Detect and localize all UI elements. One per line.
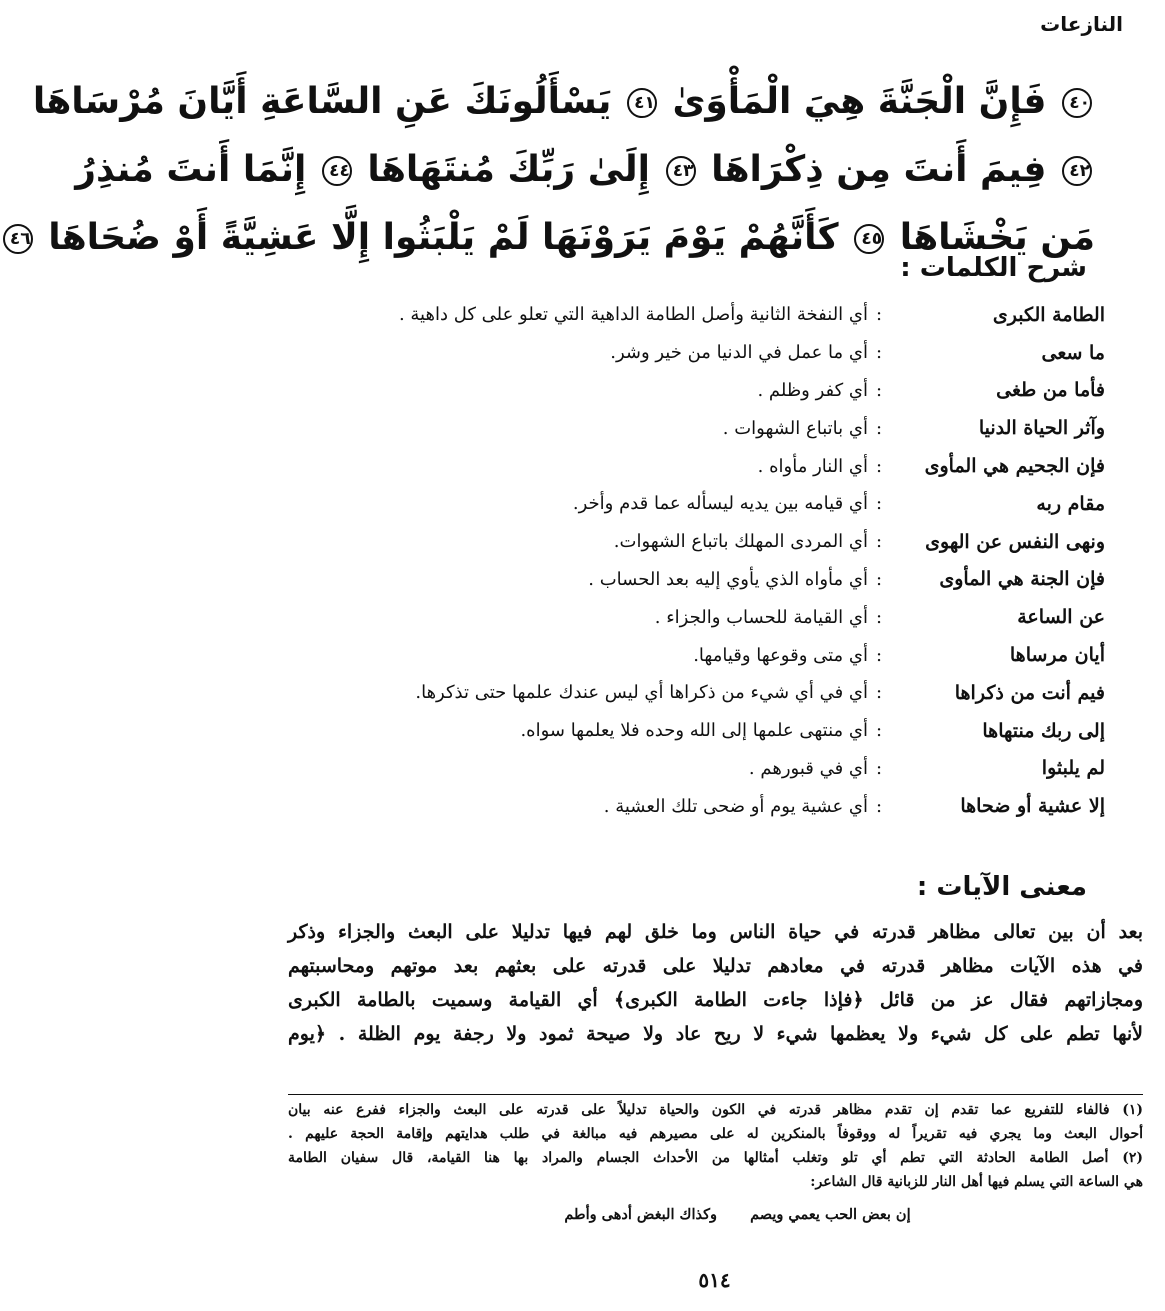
glossary-colon: : — [875, 417, 883, 439]
glossary-row — [305, 561, 1105, 599]
verse-text: فِيمَ أَنتَ مِن ذِكْرَاهَا — [711, 149, 1047, 190]
glossary-row — [305, 636, 1105, 674]
glossary-colon: : — [875, 720, 883, 742]
ayah-number-marker: ٤٠ — [1062, 88, 1092, 118]
glossary-row — [305, 334, 1105, 372]
glossary-term: ونهى النفس عن الهوى — [925, 530, 1105, 553]
glossary-definition: أي متى وقوعها وقيامها. — [693, 644, 868, 666]
glossary-definition: أي قيامه بين يديه ليسأله عما قدم وأخر. — [572, 493, 868, 515]
glossary-definition: أي عشية يوم أو ضحى تلك العشية . — [603, 795, 868, 817]
meaning-text — [288, 915, 1143, 1051]
ayah-number-marker: ٤١ — [627, 88, 657, 118]
footnote-line: (١) فالفاء للتفريع عما تقدم إن تقدم مظاهر قدرته في الكون والحياة تدليلاً على قدرته على البعث والجزاء ففرع عنه بيان — [288, 1102, 1143, 1118]
ayah-number-marker: ٤٣ — [666, 156, 696, 186]
glossary-term: عن الساعة — [1017, 606, 1105, 629]
poem-hemistich-2: وكذاك البغض أدهى وأطم — [564, 1206, 718, 1223]
glossary-term: الطامة الكبرى — [992, 303, 1105, 326]
glossary-term: إلى ربك منتهاها — [982, 719, 1105, 742]
verse-text: فَإِنَّ الْجَنَّةَ هِيَ الْمَأْوَىٰ — [672, 81, 1047, 122]
glossary-colon: : — [875, 493, 883, 515]
glossary-term: أيان مرساها — [1009, 644, 1105, 667]
footnote-line: أحوال البعث وما يجري فيه تقريراً له ووقوفاً بالمنكرين له على مصيرهم فيه مبالغة في طلب هدايتهم وإقامة الحجة عليهم . — [288, 1126, 1143, 1142]
glossary-colon: : — [875, 304, 883, 326]
meaning-line: ومجازاتهم فقال عز من قائل ﴿فإذا جاءت الطامة الكبرى﴾ أي القيامة وسميت بالطامة الكبرى — [288, 989, 1143, 1011]
footnote-line: هي الساعة التي يسلم فيها أهل النار للزبانية قال الشاعر: — [810, 1174, 1143, 1190]
glossary-list — [305, 296, 1105, 825]
page-number: ٥١٤ — [698, 1268, 731, 1292]
page — [9, 0, 1165, 1311]
glossary-title: شرح الكلمات : — [900, 253, 1087, 283]
glossary-term: وآثر الحياة الدنيا — [978, 417, 1105, 440]
verse-text: مَن يَخْشَاهَا — [899, 217, 1095, 258]
quran-verses — [9, 68, 1095, 272]
ayah-number-marker: ٤٤ — [322, 156, 352, 186]
glossary-definition: أي منتهى علمها إلى الله وحده فلا يعلمها سواه. — [520, 720, 868, 742]
glossary-row — [305, 712, 1105, 750]
glossary-colon: : — [875, 795, 883, 817]
ayah-number-marker: ٤٥ — [854, 224, 884, 254]
glossary-term: فإن الجحيم هي المأوى — [924, 455, 1105, 478]
glossary-colon: : — [875, 644, 883, 666]
glossary-definition: أي كفر وظلم . — [757, 379, 868, 401]
glossary-colon: : — [875, 757, 883, 779]
glossary-term: لم يلبثوا — [1041, 757, 1105, 780]
verse-text: يَسْأَلُونَكَ عَنِ السَّاعَةِ أَيَّانَ مُرْسَاهَا — [32, 81, 612, 122]
surah-header: النازعات — [1040, 12, 1123, 36]
glossary-colon: : — [875, 379, 883, 401]
ayah-number-marker: ٤٢ — [1062, 156, 1092, 186]
meaning-line: في هذه الآيات مظاهر قدرته في معادهم تدليلا على قدرته على بعثهم بعد موتهم ومحاسبتهم — [288, 955, 1143, 977]
verse-line — [75, 136, 1095, 204]
ayah-number-marker: ٤٦ — [3, 224, 33, 254]
glossary-term: فيم أنت من ذكراها — [954, 681, 1105, 704]
glossary-colon: : — [875, 342, 883, 364]
meaning-line: لأنها تطم على كل شيء ولا يعظمها شيء لا ريح عاد ولا صيحة ثمود ولا رجفة يوم الظلة . ﴿يوم — [288, 1023, 1143, 1045]
verse-text: كَأَنَّهُمْ يَوْمَ يَرَوْنَهَا لَمْ يَلْبَثُوا إِلَّا عَشِيَّةً أَوْ ضُحَاهَا — [48, 217, 839, 258]
footnotes — [288, 1098, 1143, 1194]
footnote-line: (٢) أصل الطامة الحادثة التي تطم أي تلو وتغلب أمثالها من الأحداث الجسام والمراد بها هنا القيامة، قال سفيان الطامة — [288, 1150, 1143, 1166]
meaning-title: معنى الآيات : — [916, 872, 1087, 902]
glossary-term: إلا عشية أو ضحاها — [960, 795, 1105, 818]
glossary-term: مقام ربه — [1036, 492, 1105, 515]
verse-text: إِلَىٰ رَبِّكَ مُنتَهَاهَا — [367, 149, 650, 190]
poem-hemistich-1: إن بعض الحب يعمي ويصم — [750, 1206, 911, 1223]
glossary-definition: أي النار مأواه . — [757, 455, 868, 477]
glossary-definition: أي ما عمل في الدنيا من خير وشر. — [610, 342, 868, 364]
glossary-row — [305, 447, 1105, 485]
glossary-row — [305, 372, 1105, 410]
glossary-row — [305, 598, 1105, 636]
glossary-row — [305, 296, 1105, 334]
verse-text: إِنَّمَا أَنتَ مُنذِرُ — [75, 149, 307, 190]
glossary-row — [305, 787, 1105, 825]
glossary-colon: : — [875, 531, 883, 553]
glossary-colon: : — [875, 568, 883, 590]
glossary-row — [305, 409, 1105, 447]
glossary-definition: أي النفخة الثانية وأصل الطامة الداهية التي تعلو على كل داهية . — [398, 304, 868, 326]
glossary-term: فإن الجنة هي المأوى — [939, 568, 1105, 591]
glossary-term: ما سعى — [1041, 341, 1105, 364]
glossary-row — [305, 523, 1105, 561]
glossary-row — [305, 674, 1105, 712]
glossary-term: فأما من طغى — [996, 379, 1105, 402]
glossary-row — [305, 750, 1105, 788]
poem-verse — [310, 1206, 1165, 1223]
glossary-definition: أي في أي شيء من ذكراها أي ليس عندك علمها حتى تذكرها. — [415, 682, 868, 704]
footnote-divider — [288, 1094, 1143, 1095]
verse-line — [32, 68, 1095, 136]
glossary-row — [305, 485, 1105, 523]
glossary-colon: : — [875, 455, 883, 477]
glossary-definition: أي القيامة للحساب والجزاء . — [654, 606, 868, 628]
glossary-definition: أي مأواه الذي يأوي إليه بعد الحساب . — [588, 568, 868, 590]
glossary-colon: : — [875, 606, 883, 628]
glossary-definition: أي باتباع الشهوات . — [722, 417, 868, 439]
meaning-line: بعد أن بين تعالى مظاهر قدرته في حياة الناس وما خلق لهم فيها تدليلا على البعث والجزاء وذكر — [288, 921, 1143, 943]
glossary-definition: أي المردى المهلك باتباع الشهوات. — [613, 531, 868, 553]
glossary-colon: : — [875, 682, 883, 704]
glossary-definition: أي في قبورهم . — [748, 757, 868, 779]
